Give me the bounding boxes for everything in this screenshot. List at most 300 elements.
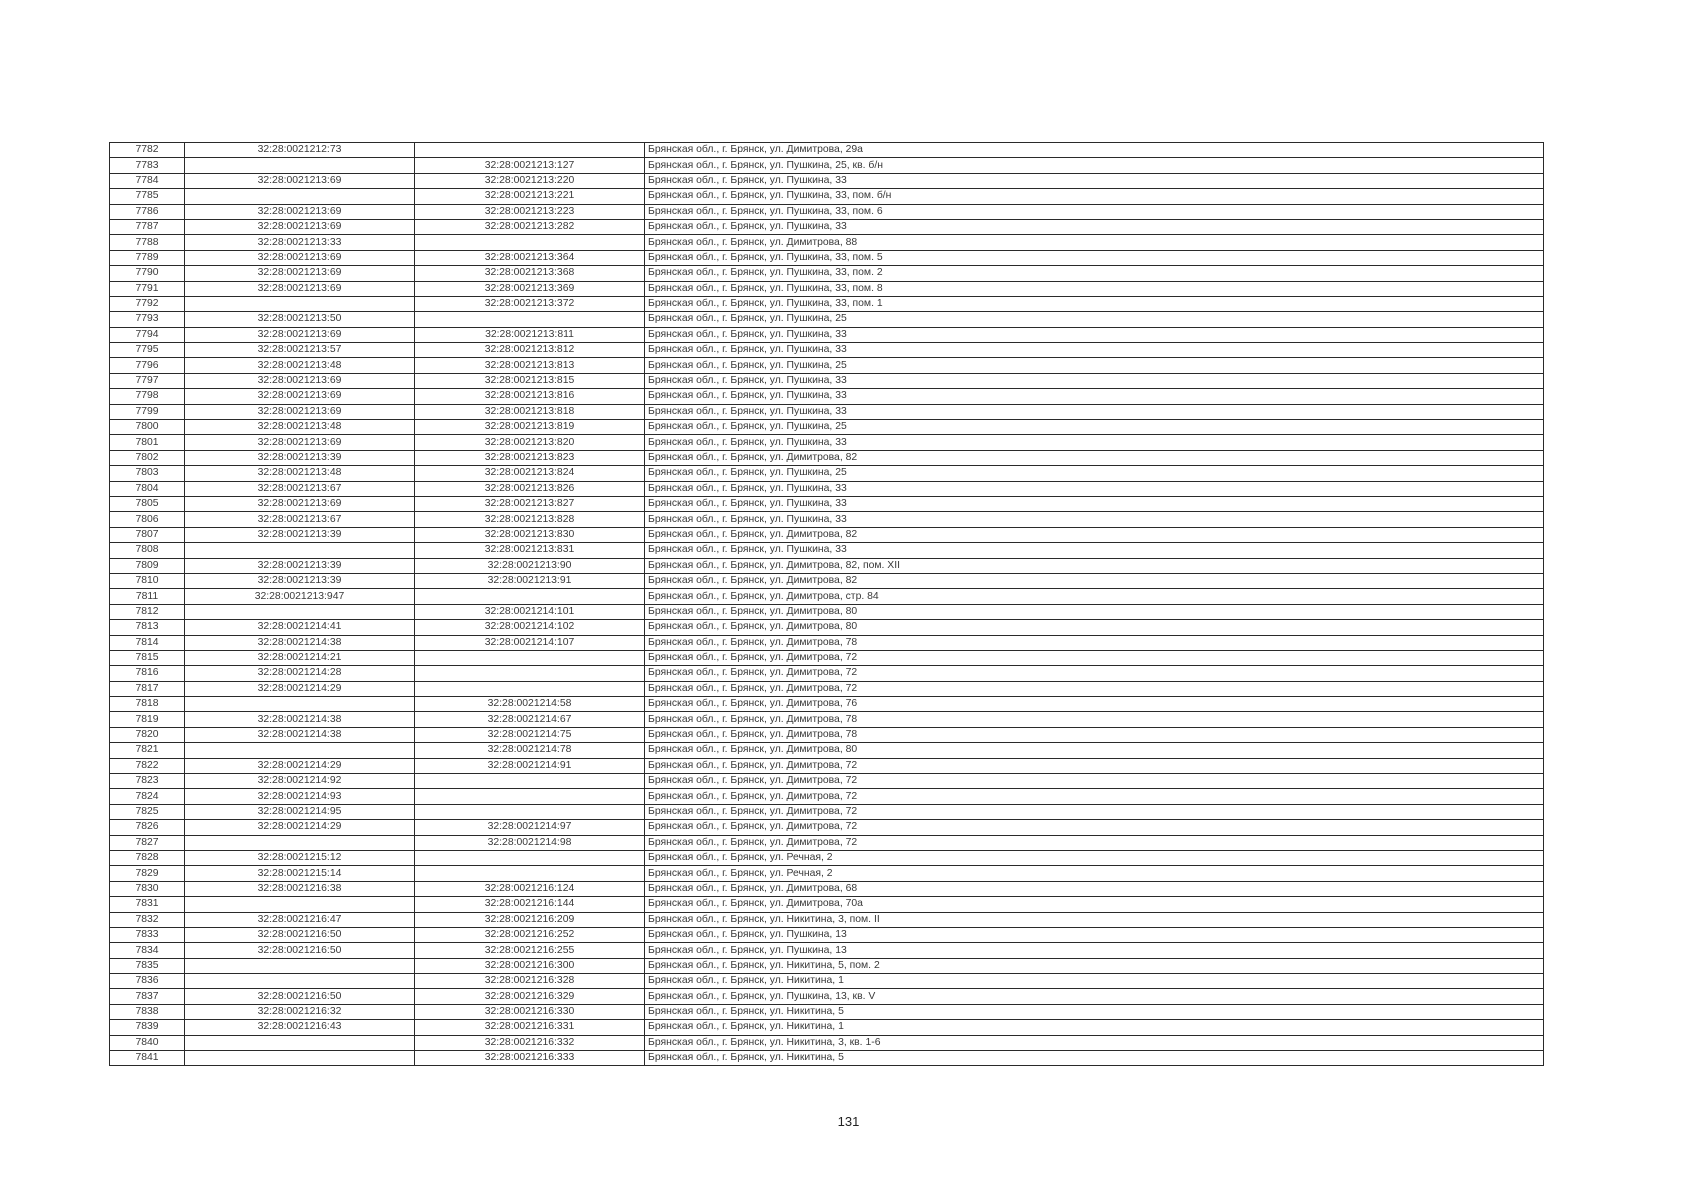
address-cell: Брянская обл., г. Брянск, ул. Димитрова, 72 [645, 835, 1544, 850]
row-number-cell: 7833 [110, 927, 185, 942]
row-number-cell: 7808 [110, 543, 185, 558]
row-number-cell: 7820 [110, 727, 185, 742]
parcel-cadastral-number-cell [185, 158, 415, 173]
address-cell: Брянская обл., г. Брянск, ул. Димитрова, 72 [645, 758, 1544, 773]
address-cell: Брянская обл., г. Брянск, ул. Димитрова, 72 [645, 650, 1544, 665]
parcel-cadastral-number-cell: 32:28:0021213:69 [185, 389, 415, 404]
table-row [110, 758, 1544, 773]
building-cadastral-number-cell: 32:28:0021213:826 [415, 481, 645, 496]
parcel-cadastral-number-cell [185, 296, 415, 311]
row-number-cell: 7834 [110, 943, 185, 958]
table-row [110, 989, 1544, 1004]
address-cell: Брянская обл., г. Брянск, ул. Пушкина, 25 [645, 420, 1544, 435]
address-cell: Брянская обл., г. Брянск, ул. Димитрова, 72 [645, 666, 1544, 681]
building-cadastral-number-cell: 32:28:0021213:811 [415, 327, 645, 342]
table-row [110, 850, 1544, 865]
building-cadastral-number-cell: 32:28:0021213:369 [415, 281, 645, 296]
table-row [110, 266, 1544, 281]
table-row [110, 743, 1544, 758]
row-number-cell: 7800 [110, 420, 185, 435]
row-number-cell: 7832 [110, 912, 185, 927]
table-row [110, 527, 1544, 542]
parcel-cadastral-number-cell: 32:28:0021213:69 [185, 327, 415, 342]
parcel-cadastral-number-cell: 32:28:0021214:41 [185, 620, 415, 635]
address-cell: Брянская обл., г. Брянск, ул. Пушкина, 33 [645, 496, 1544, 511]
building-cadastral-number-cell: 32:28:0021216:332 [415, 1035, 645, 1050]
address-cell: Брянская обл., г. Брянск, ул. Димитрова, 76 [645, 697, 1544, 712]
address-cell: Брянская обл., г. Брянск, ул. Димитрова, стр. 84 [645, 589, 1544, 604]
address-cell: Брянская обл., г. Брянск, ул. Димитрова, 80 [645, 743, 1544, 758]
address-cell: Брянская обл., г. Брянск, ул. Пушкина, 33 [645, 219, 1544, 234]
table-row [110, 1004, 1544, 1019]
row-number-cell: 7829 [110, 866, 185, 881]
parcel-cadastral-number-cell [185, 543, 415, 558]
parcel-cadastral-number-cell: 32:28:0021216:47 [185, 912, 415, 927]
table-row [110, 189, 1544, 204]
address-cell: Брянская обл., г. Брянск, ул. Пушкина, 33 [645, 373, 1544, 388]
parcel-cadastral-number-cell: 32:28:0021214:38 [185, 727, 415, 742]
address-cell: Брянская обл., г. Брянск, ул. Пушкина, 25 [645, 312, 1544, 327]
address-cell: Брянская обл., г. Брянск, ул. Димитрова, 78 [645, 712, 1544, 727]
address-cell: Брянская обл., г. Брянск, ул. Пушкина, 33 [645, 173, 1544, 188]
building-cadastral-number-cell: 32:28:0021216:300 [415, 958, 645, 973]
row-number-cell: 7828 [110, 850, 185, 865]
table-row [110, 358, 1544, 373]
table-row [110, 343, 1544, 358]
address-cell: Брянская обл., г. Брянск, ул. Димитрова, 72 [645, 820, 1544, 835]
building-cadastral-number-cell: 32:28:0021216:124 [415, 881, 645, 896]
table-row [110, 866, 1544, 881]
registry-table [109, 142, 1544, 1066]
address-cell: Брянская обл., г. Брянск, ул. Димитрова, 72 [645, 774, 1544, 789]
table-row [110, 558, 1544, 573]
row-number-cell: 7785 [110, 189, 185, 204]
row-number-cell: 7791 [110, 281, 185, 296]
row-number-cell: 7836 [110, 974, 185, 989]
building-cadastral-number-cell: 32:28:0021214:75 [415, 727, 645, 742]
building-cadastral-number-cell: 32:28:0021213:816 [415, 389, 645, 404]
table-row [110, 481, 1544, 496]
parcel-cadastral-number-cell: 32:28:0021214:28 [185, 666, 415, 681]
parcel-cadastral-number-cell [185, 697, 415, 712]
table-row [110, 373, 1544, 388]
row-number-cell: 7788 [110, 235, 185, 250]
building-cadastral-number-cell: 32:28:0021214:107 [415, 635, 645, 650]
address-cell: Брянская обл., г. Брянск, ул. Димитрова, 78 [645, 635, 1544, 650]
parcel-cadastral-number-cell: 32:28:0021213:69 [185, 373, 415, 388]
parcel-cadastral-number-cell: 32:28:0021214:21 [185, 650, 415, 665]
building-cadastral-number-cell: 32:28:0021214:58 [415, 697, 645, 712]
row-number-cell: 7824 [110, 789, 185, 804]
table-row [110, 1020, 1544, 1035]
parcel-cadastral-number-cell: 32:28:0021213:67 [185, 512, 415, 527]
row-number-cell: 7789 [110, 250, 185, 265]
address-cell: Брянская обл., г. Брянск, ул. Речная, 2 [645, 866, 1544, 881]
address-cell: Брянская обл., г. Брянск, ул. Димитрова, 78 [645, 727, 1544, 742]
building-cadastral-number-cell: 32:28:0021216:209 [415, 912, 645, 927]
building-cadastral-number-cell: 32:28:0021213:815 [415, 373, 645, 388]
table-row [110, 958, 1544, 973]
address-cell: Брянская обл., г. Брянск, ул. Пушкина, 25 [645, 358, 1544, 373]
building-cadastral-number-cell: 32:28:0021213:282 [415, 219, 645, 234]
row-number-cell: 7782 [110, 143, 185, 158]
row-number-cell: 7801 [110, 435, 185, 450]
row-number-cell: 7784 [110, 173, 185, 188]
building-cadastral-number-cell: 32:28:0021213:812 [415, 343, 645, 358]
row-number-cell: 7841 [110, 1051, 185, 1066]
parcel-cadastral-number-cell: 32:28:0021213:48 [185, 466, 415, 481]
building-cadastral-number-cell: 32:28:0021214:98 [415, 835, 645, 850]
row-number-cell: 7835 [110, 958, 185, 973]
parcel-cadastral-number-cell: 32:28:0021213:69 [185, 219, 415, 234]
address-cell: Брянская обл., г. Брянск, ул. Пушкина, 33, пом. 2 [645, 266, 1544, 281]
row-number-cell: 7802 [110, 450, 185, 465]
parcel-cadastral-number-cell: 32:28:0021213:69 [185, 266, 415, 281]
parcel-cadastral-number-cell: 32:28:0021216:50 [185, 989, 415, 1004]
table-row [110, 296, 1544, 311]
table-row [110, 404, 1544, 419]
parcel-cadastral-number-cell: 32:28:0021213:69 [185, 435, 415, 450]
table-row [110, 789, 1544, 804]
row-number-cell: 7830 [110, 881, 185, 896]
address-cell: Брянская обл., г. Брянск, ул. Никитина, 5 [645, 1004, 1544, 1019]
table-row [110, 681, 1544, 696]
parcel-cadastral-number-cell: 32:28:0021213:39 [185, 527, 415, 542]
building-cadastral-number-cell [415, 850, 645, 865]
address-cell: Брянская обл., г. Брянск, ул. Пушкина, 33 [645, 543, 1544, 558]
parcel-cadastral-number-cell [185, 974, 415, 989]
building-cadastral-number-cell [415, 866, 645, 881]
parcel-cadastral-number-cell: 32:28:0021213:39 [185, 450, 415, 465]
table-row [110, 543, 1544, 558]
parcel-cadastral-number-cell: 32:28:0021213:48 [185, 420, 415, 435]
parcel-cadastral-number-cell: 32:28:0021213:39 [185, 558, 415, 573]
building-cadastral-number-cell: 32:28:0021213:90 [415, 558, 645, 573]
address-cell: Брянская обл., г. Брянск, ул. Никитина, 1 [645, 1020, 1544, 1035]
table-row [110, 650, 1544, 665]
building-cadastral-number-cell: 32:28:0021213:823 [415, 450, 645, 465]
address-cell: Брянская обл., г. Брянск, ул. Димитрова, 72 [645, 804, 1544, 819]
row-number-cell: 7815 [110, 650, 185, 665]
parcel-cadastral-number-cell [185, 1035, 415, 1050]
row-number-cell: 7794 [110, 327, 185, 342]
parcel-cadastral-number-cell: 32:28:0021213:947 [185, 589, 415, 604]
row-number-cell: 7813 [110, 620, 185, 635]
row-number-cell: 7793 [110, 312, 185, 327]
parcel-cadastral-number-cell: 32:28:0021214:92 [185, 774, 415, 789]
parcel-cadastral-number-cell [185, 958, 415, 973]
table-row [110, 1051, 1544, 1066]
parcel-cadastral-number-cell: 32:28:0021213:67 [185, 481, 415, 496]
table-row [110, 466, 1544, 481]
address-cell: Брянская обл., г. Брянск, ул. Никитина, 5, пом. 2 [645, 958, 1544, 973]
building-cadastral-number-cell: 32:28:0021213:91 [415, 573, 645, 588]
address-cell: Брянская обл., г. Брянск, ул. Никитина, 1 [645, 974, 1544, 989]
table-row [110, 881, 1544, 896]
address-cell: Брянская обл., г. Брянск, ул. Димитрова, 72 [645, 681, 1544, 696]
row-number-cell: 7839 [110, 1020, 185, 1035]
building-cadastral-number-cell [415, 312, 645, 327]
building-cadastral-number-cell: 32:28:0021213:221 [415, 189, 645, 204]
table-row [110, 697, 1544, 712]
address-cell: Брянская обл., г. Брянск, ул. Пушкина, 33 [645, 343, 1544, 358]
address-cell: Брянская обл., г. Брянск, ул. Пушкина, 33 [645, 481, 1544, 496]
row-number-cell: 7787 [110, 219, 185, 234]
building-cadastral-number-cell: 32:28:0021213:828 [415, 512, 645, 527]
building-cadastral-number-cell: 32:28:0021214:91 [415, 758, 645, 773]
parcel-cadastral-number-cell: 32:28:0021216:43 [185, 1020, 415, 1035]
address-cell: Брянская обл., г. Брянск, ул. Пушкина, 13, кв. V [645, 989, 1544, 1004]
row-number-cell: 7822 [110, 758, 185, 773]
building-cadastral-number-cell: 32:28:0021214:97 [415, 820, 645, 835]
table-row [110, 250, 1544, 265]
address-cell: Брянская обл., г. Брянск, ул. Пушкина, 33 [645, 404, 1544, 419]
table-row [110, 496, 1544, 511]
parcel-cadastral-number-cell: 32:28:0021213:57 [185, 343, 415, 358]
address-cell: Брянская обл., г. Брянск, ул. Пушкина, 33 [645, 512, 1544, 527]
table-row [110, 1035, 1544, 1050]
address-cell: Брянская обл., г. Брянск, ул. Пушкина, 33, пом. 5 [645, 250, 1544, 265]
table-row [110, 712, 1544, 727]
parcel-cadastral-number-cell [185, 189, 415, 204]
building-cadastral-number-cell: 32:28:0021214:101 [415, 604, 645, 619]
address-cell: Брянская обл., г. Брянск, ул. Димитрова, 82 [645, 573, 1544, 588]
table-row [110, 974, 1544, 989]
table-row [110, 912, 1544, 927]
building-cadastral-number-cell [415, 681, 645, 696]
address-cell: Брянская обл., г. Брянск, ул. Пушкина, 13 [645, 927, 1544, 942]
table-row [110, 635, 1544, 650]
parcel-cadastral-number-cell [185, 604, 415, 619]
parcel-cadastral-number-cell: 32:28:0021213:39 [185, 573, 415, 588]
table-row [110, 589, 1544, 604]
table-row [110, 727, 1544, 742]
building-cadastral-number-cell: 32:28:0021213:819 [415, 420, 645, 435]
parcel-cadastral-number-cell: 32:28:0021214:38 [185, 712, 415, 727]
parcel-cadastral-number-cell: 32:28:0021215:14 [185, 866, 415, 881]
parcel-cadastral-number-cell [185, 897, 415, 912]
table-row [110, 820, 1544, 835]
building-cadastral-number-cell: 32:28:0021213:820 [415, 435, 645, 450]
building-cadastral-number-cell: 32:28:0021216:255 [415, 943, 645, 958]
building-cadastral-number-cell: 32:28:0021216:331 [415, 1020, 645, 1035]
address-cell: Брянская обл., г. Брянск, ул. Димитрова, 29а [645, 143, 1544, 158]
building-cadastral-number-cell: 32:28:0021213:220 [415, 173, 645, 188]
table-row [110, 312, 1544, 327]
row-number-cell: 7783 [110, 158, 185, 173]
address-cell: Брянская обл., г. Брянск, ул. Димитрова, 82 [645, 527, 1544, 542]
address-cell: Брянская обл., г. Брянск, ул. Никитина, 3, кв. 1-6 [645, 1035, 1544, 1050]
building-cadastral-number-cell: 32:28:0021214:78 [415, 743, 645, 758]
parcel-cadastral-number-cell [185, 1051, 415, 1066]
building-cadastral-number-cell [415, 143, 645, 158]
address-cell: Брянская обл., г. Брянск, ул. Пушкина, 33, пом. 6 [645, 204, 1544, 219]
building-cadastral-number-cell: 32:28:0021213:813 [415, 358, 645, 373]
building-cadastral-number-cell: 32:28:0021214:102 [415, 620, 645, 635]
address-cell: Брянская обл., г. Брянск, ул. Пушкина, 13 [645, 943, 1544, 958]
address-cell: Брянская обл., г. Брянск, ул. Пушкина, 33 [645, 389, 1544, 404]
parcel-cadastral-number-cell: 32:28:0021214:38 [185, 635, 415, 650]
registry-table-body [110, 143, 1544, 1066]
table-row [110, 450, 1544, 465]
row-number-cell: 7814 [110, 635, 185, 650]
row-number-cell: 7797 [110, 373, 185, 388]
row-number-cell: 7810 [110, 573, 185, 588]
table-row [110, 235, 1544, 250]
row-number-cell: 7831 [110, 897, 185, 912]
row-number-cell: 7807 [110, 527, 185, 542]
row-number-cell: 7816 [110, 666, 185, 681]
address-cell: Брянская обл., г. Брянск, ул. Димитрова, 80 [645, 604, 1544, 619]
table-row [110, 204, 1544, 219]
building-cadastral-number-cell [415, 666, 645, 681]
address-cell: Брянская обл., г. Брянск, ул. Пушкина, 33 [645, 435, 1544, 450]
building-cadastral-number-cell: 32:28:0021213:372 [415, 296, 645, 311]
building-cadastral-number-cell: 32:28:0021216:333 [415, 1051, 645, 1066]
address-cell: Брянская обл., г. Брянск, ул. Димитрова, 70а [645, 897, 1544, 912]
table-row [110, 804, 1544, 819]
parcel-cadastral-number-cell: 32:28:0021215:12 [185, 850, 415, 865]
row-number-cell: 7803 [110, 466, 185, 481]
address-cell: Брянская обл., г. Брянск, ул. Пушкина, 25, кв. б/н [645, 158, 1544, 173]
building-cadastral-number-cell: 32:28:0021216:329 [415, 989, 645, 1004]
row-number-cell: 7798 [110, 389, 185, 404]
building-cadastral-number-cell [415, 774, 645, 789]
building-cadastral-number-cell: 32:28:0021213:830 [415, 527, 645, 542]
address-cell: Брянская обл., г. Брянск, ул. Пушкина, 33, пом. б/н [645, 189, 1544, 204]
building-cadastral-number-cell: 32:28:0021213:368 [415, 266, 645, 281]
parcel-cadastral-number-cell: 32:28:0021213:69 [185, 496, 415, 511]
table-row [110, 389, 1544, 404]
row-number-cell: 7786 [110, 204, 185, 219]
table-row [110, 158, 1544, 173]
parcel-cadastral-number-cell [185, 743, 415, 758]
row-number-cell: 7811 [110, 589, 185, 604]
address-cell: Брянская обл., г. Брянск, ул. Пушкина, 25 [645, 466, 1544, 481]
building-cadastral-number-cell: 32:28:0021213:818 [415, 404, 645, 419]
address-cell: Брянская обл., г. Брянск, ул. Пушкина, 33 [645, 327, 1544, 342]
row-number-cell: 7823 [110, 774, 185, 789]
building-cadastral-number-cell: 32:28:0021216:252 [415, 927, 645, 942]
building-cadastral-number-cell: 32:28:0021213:223 [415, 204, 645, 219]
table-row [110, 281, 1544, 296]
table-row [110, 666, 1544, 681]
building-cadastral-number-cell: 32:28:0021213:824 [415, 466, 645, 481]
table-row [110, 897, 1544, 912]
building-cadastral-number-cell [415, 235, 645, 250]
address-cell: Брянская обл., г. Брянск, ул. Речная, 2 [645, 850, 1544, 865]
parcel-cadastral-number-cell: 32:28:0021216:50 [185, 927, 415, 942]
address-cell: Брянская обл., г. Брянск, ул. Димитрова, 72 [645, 789, 1544, 804]
row-number-cell: 7799 [110, 404, 185, 419]
address-cell: Брянская обл., г. Брянск, ул. Никитина, 3, пом. II [645, 912, 1544, 927]
row-number-cell: 7837 [110, 989, 185, 1004]
address-cell: Брянская обл., г. Брянск, ул. Димитрова, 82 [645, 450, 1544, 465]
building-cadastral-number-cell [415, 789, 645, 804]
building-cadastral-number-cell: 32:28:0021216:144 [415, 897, 645, 912]
address-cell: Брянская обл., г. Брянск, ул. Димитрова, 88 [645, 235, 1544, 250]
row-number-cell: 7796 [110, 358, 185, 373]
parcel-cadastral-number-cell: 32:28:0021214:29 [185, 681, 415, 696]
address-cell: Брянская обл., г. Брянск, ул. Димитрова, 80 [645, 620, 1544, 635]
parcel-cadastral-number-cell: 32:28:0021213:50 [185, 312, 415, 327]
row-number-cell: 7792 [110, 296, 185, 311]
address-cell: Брянская обл., г. Брянск, ул. Димитрова, 82, пом. XII [645, 558, 1544, 573]
parcel-cadastral-number-cell: 32:28:0021216:38 [185, 881, 415, 896]
row-number-cell: 7827 [110, 835, 185, 850]
row-number-cell: 7821 [110, 743, 185, 758]
table-row [110, 774, 1544, 789]
building-cadastral-number-cell [415, 650, 645, 665]
row-number-cell: 7826 [110, 820, 185, 835]
parcel-cadastral-number-cell: 32:28:0021213:69 [185, 173, 415, 188]
row-number-cell: 7812 [110, 604, 185, 619]
row-number-cell: 7825 [110, 804, 185, 819]
parcel-cadastral-number-cell: 32:28:0021214:95 [185, 804, 415, 819]
parcel-cadastral-number-cell: 32:28:0021212:73 [185, 143, 415, 158]
parcel-cadastral-number-cell: 32:28:0021213:69 [185, 404, 415, 419]
address-cell: Брянская обл., г. Брянск, ул. Пушкина, 33, пом. 1 [645, 296, 1544, 311]
parcel-cadastral-number-cell: 32:28:0021214:93 [185, 789, 415, 804]
row-number-cell: 7817 [110, 681, 185, 696]
building-cadastral-number-cell: 32:28:0021213:127 [415, 158, 645, 173]
row-number-cell: 7805 [110, 496, 185, 511]
page-number: 131 [837, 1114, 860, 1129]
table-row [110, 943, 1544, 958]
parcel-cadastral-number-cell: 32:28:0021213:69 [185, 281, 415, 296]
table-row [110, 420, 1544, 435]
parcel-cadastral-number-cell: 32:28:0021213:33 [185, 235, 415, 250]
building-cadastral-number-cell: 32:28:0021216:330 [415, 1004, 645, 1019]
parcel-cadastral-number-cell: 32:28:0021213:69 [185, 204, 415, 219]
table-row [110, 219, 1544, 234]
row-number-cell: 7790 [110, 266, 185, 281]
parcel-cadastral-number-cell: 32:28:0021214:29 [185, 820, 415, 835]
parcel-cadastral-number-cell: 32:28:0021213:48 [185, 358, 415, 373]
row-number-cell: 7818 [110, 697, 185, 712]
table-row [110, 604, 1544, 619]
building-cadastral-number-cell [415, 804, 645, 819]
row-number-cell: 7809 [110, 558, 185, 573]
parcel-cadastral-number-cell [185, 835, 415, 850]
row-number-cell: 7838 [110, 1004, 185, 1019]
address-cell: Брянская обл., г. Брянск, ул. Пушкина, 33, пом. 8 [645, 281, 1544, 296]
building-cadastral-number-cell: 32:28:0021213:831 [415, 543, 645, 558]
parcel-cadastral-number-cell: 32:28:0021216:32 [185, 1004, 415, 1019]
building-cadastral-number-cell: 32:28:0021214:67 [415, 712, 645, 727]
building-cadastral-number-cell: 32:28:0021216:328 [415, 974, 645, 989]
address-cell: Брянская обл., г. Брянск, ул. Никитина, 5 [645, 1051, 1544, 1066]
building-cadastral-number-cell: 32:28:0021213:827 [415, 496, 645, 511]
parcel-cadastral-number-cell: 32:28:0021213:69 [185, 250, 415, 265]
row-number-cell: 7795 [110, 343, 185, 358]
row-number-cell: 7819 [110, 712, 185, 727]
table-row [110, 143, 1544, 158]
address-cell: Брянская обл., г. Брянск, ул. Димитрова, 68 [645, 881, 1544, 896]
table-row [110, 173, 1544, 188]
building-cadastral-number-cell: 32:28:0021213:364 [415, 250, 645, 265]
table-row [110, 327, 1544, 342]
row-number-cell: 7806 [110, 512, 185, 527]
row-number-cell: 7840 [110, 1035, 185, 1050]
table-row [110, 573, 1544, 588]
building-cadastral-number-cell [415, 589, 645, 604]
row-number-cell: 7804 [110, 481, 185, 496]
table-row [110, 835, 1544, 850]
table-row [110, 512, 1544, 527]
parcel-cadastral-number-cell: 32:28:0021216:50 [185, 943, 415, 958]
table-row [110, 620, 1544, 635]
